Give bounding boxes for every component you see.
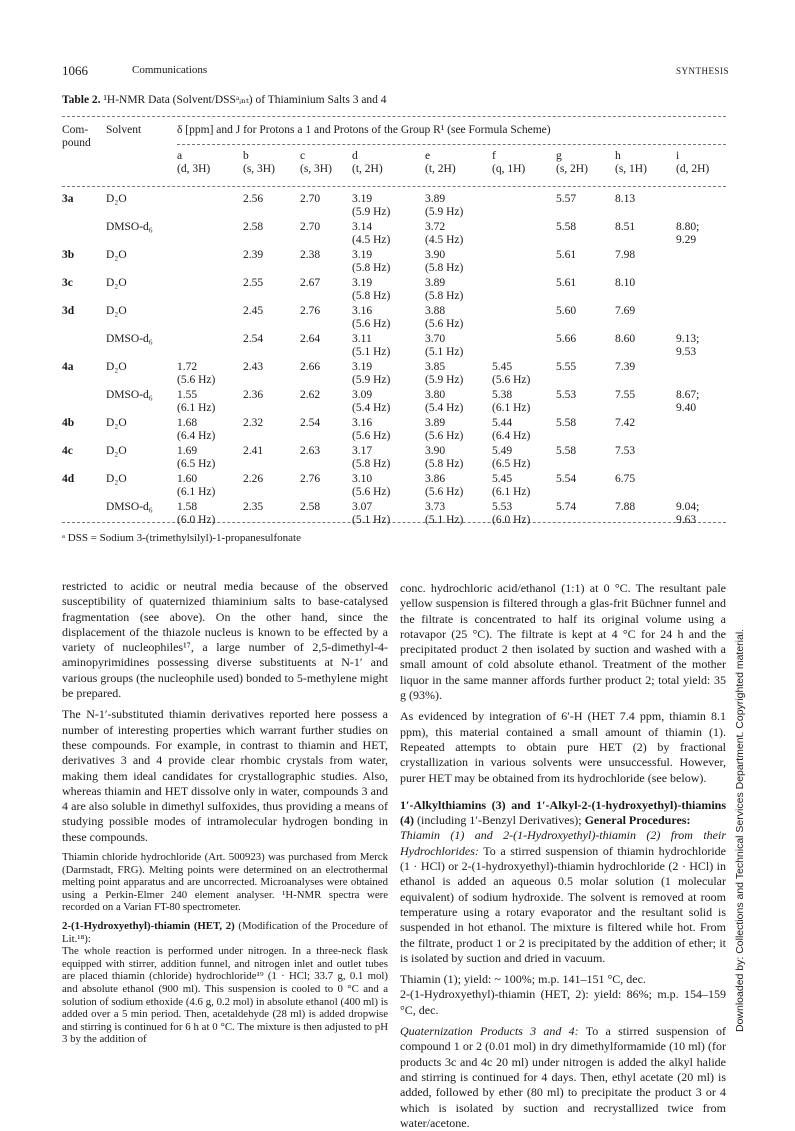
coupling-cell-e: (5.8 Hz) [425,262,464,274]
het-procedure-note: (Modification of the Procedure of Lit.¹⁸): [62,920,388,945]
shift-cell-d: 3.14 [352,221,373,233]
table-label: Table 2. [62,94,101,106]
header-compound-2: pound [62,137,91,149]
compound-id: 3d [62,305,75,317]
shift-cell-f: 5.44 [492,417,513,429]
table-caption-text: ¹H-NMR Data (Solvent/DSSᵃᵢₙₜ) of Thiaminium Salts 3 and 4 [103,94,387,106]
table-bottom-rule [62,522,726,523]
shift-cell-d: 3.19 [352,361,373,373]
header-span-rule [177,144,726,145]
shift-cell-b: 2.43 [243,361,264,373]
shift-cell-d: 3.16 [352,305,373,317]
coupling-cell-d: (5.6 Hz) [352,430,391,442]
hydrochloride-procedure-text: To a stirred suspension of thiamin hydrochloride (1 · HCl) or 2-(1-hydroxyethyl)-thiamin hydrochloride (2 · HCl) in ethanol is added an aqueous 0.5 molar solution (1 molecular equivalent) of sodium hydroxide. The solvent is removed at room temperature using a rotary evaporator and the resultant solid is suspended in hot ethanol. The mixture is filtered while hot. From the filtrate, product 1 or 2 is precipitated by the addition of ether; it is isolated by suction and dried in vacuum. [400,843,726,965]
shift-cell-e: 3.86 [425,473,446,485]
shift-cell-g: 5.66 [556,333,577,345]
shift-cell-c: 2.62 [300,389,321,401]
shift-cell-e: 3.89 [425,277,446,289]
coupling-cell-a: (6.5 Hz) [177,458,216,470]
shift-cell-b: 2.56 [243,193,264,205]
shift-cell-g: 5.55 [556,361,577,373]
general-procedure-subheading: (including 1′-Benzyl Derivatives); [414,813,585,828]
solvent-cell: D₂O [106,473,127,485]
header-bottom-rule [62,186,726,187]
shift-cell-b: 2.39 [243,249,264,261]
column-multiplicity-a: (d, 3H) [177,163,211,175]
right-paragraph-6: 2-(1-Hydroxyethyl)-thiamin (HET, 2): yield: 86%; m.p. 154–159 °C, dec. [400,987,726,1017]
coupling-cell-e: (5.8 Hz) [425,290,464,302]
shift-cell-e: 3.90 [425,445,446,457]
hydrochloride-procedure-title: Thiamin (1) and 2-(1-Hydroxyethyl)-thiamin (2) from their Hydrochlorides: [400,828,726,858]
coupling-cell-f: (6.4 Hz) [492,430,531,442]
shift-cell-c: 2.66 [300,361,321,373]
shift-cell-d: 3.17 [352,445,373,457]
coupling-cell-d: (5.6 Hz) [352,486,391,498]
shift-cell-g: 5.61 [556,277,577,289]
column-multiplicity-d: (t, 2H) [352,163,383,175]
shift-cell-f: 5.53 [492,501,513,513]
solvent-cell: D₂O [106,249,127,261]
solvent-cell: D₂O [106,417,127,429]
left-paragraph-1: restricted to acidic or neutral media because of the observed susceptibility of quaternized thiaminium salts to base-catalysed fragmentation (see above). On the other hand, since the displacement of the thiazole nucleus is known to be effected by a variety of nucleophiles¹⁷, a large number of 2,5-dimethyl-4-aminopyrimidines possessing diverse substituents at N-1′ and various groups (the nucleophile used) bonded to 5-methylene might be prepared. [62,579,388,701]
shift-cell-e: 3.89 [425,417,446,429]
shift-cell-h: 7.42 [615,417,636,429]
column-letter-g: g [556,150,562,162]
coupling-cell-d: (5.8 Hz) [352,290,391,302]
table-caption [62,92,387,106]
coupling-cell-d: (5.4 Hz) [352,402,391,414]
shift-cell-e: 3.85 [425,361,446,373]
compound-id: 4d [62,473,75,485]
shift-cell-d: 3.16 [352,417,373,429]
solvent-cell: D₂O [106,277,127,289]
coupling-cell-i: 9.53 [676,346,697,358]
coupling-cell-f: (6.1 Hz) [492,486,531,498]
column-letter-h: h [615,150,621,162]
shift-cell-c: 2.58 [300,501,321,513]
shift-cell-d: 3.07 [352,501,373,513]
shift-cell-a: 1.72 [177,361,198,373]
solvent-cell: D₂O [106,445,127,457]
general-procedure-heading: 1′-Alkylthiamins (3) and 1′-Alkyl-2-(1-hydroxyethyl)-thiamins (4) [400,797,726,828]
shift-cell-b: 2.41 [243,445,264,457]
shift-cell-b: 2.36 [243,389,264,401]
shift-cell-g: 5.58 [556,221,577,233]
shift-cell-h: 7.88 [615,501,636,513]
left-column [62,579,388,1046]
shift-cell-i: 8.67; [676,389,700,401]
left-paragraph-2: The N-1′-substituted thiamin derivatives reported here possess a number of interesting properties which warrant further studies on these compounds. For example, in contrast to thiamin and HET, derivatives 3 and 4 provide clear rhombic crystals from water, making them ideal candidates for crystallographic studies. Also, whereas thiamin and HET dissolve only in water, compounds 3 and 4 are also soluble in dimethyl sulfoxides, thus providing a means of studying possible modes of intramolecular hydrogen bonding in these compounds. [62,707,388,844]
header-compound-1: Com- [62,124,89,136]
quaternization-text: To a stirred suspension of compound 1 or 2 (0.01 mol) in dry dimethylformamide (10 ml) (for products 3c and 4c 20 ml) under nitrogen is added the alkyl halide and stirring is continued for 4 days. Then, ethyl acetate (20 ml) is added, followed by ether (80 ml) to precipitate the product 3 or 4 which is isolated by suction and recrystallized twice from water/acetone. [400,1024,726,1130]
shift-cell-b: 2.54 [243,333,264,345]
shift-cell-f: 5.45 [492,361,513,373]
coupling-cell-f: (5.6 Hz) [492,374,531,386]
shift-cell-c: 2.76 [300,473,321,485]
shift-cell-e: 3.73 [425,501,446,513]
coupling-cell-e: (5.9 Hz) [425,206,464,218]
shift-cell-g: 5.54 [556,473,577,485]
column-letter-c: c [300,150,306,162]
coupling-cell-d: (5.9 Hz) [352,374,391,386]
compound-id: 4b [62,417,75,429]
shift-cell-h: 7.69 [615,305,636,317]
compound-id: 3b [62,249,75,261]
coupling-cell-e: (5.6 Hz) [425,318,464,330]
table-top-rule [62,116,726,117]
coupling-cell-d: (5.1 Hz) [352,514,391,526]
coupling-cell-f: (6.1 Hz) [492,402,531,414]
shift-cell-c: 2.38 [300,249,321,261]
coupling-cell-e: (5.1 Hz) [425,514,464,526]
coupling-cell-i: 9.63 [676,514,697,526]
solvent-cell: DMSO-d₆ [106,501,153,513]
shift-cell-g: 5.74 [556,501,577,513]
shift-cell-h: 8.51 [615,221,636,233]
left-paragraph-3: Thiamin chloride hydrochloride (Art. 500923) was purchased from Merck (Darmstadt, FRG). Melting points were determined on an electrothermal melting point apparatus and are uncorrected. Microanalyses were obtained using a Perkin-Elmer 240 element analyser. ¹H-NMR spectra were recorded on a Varian FT-80 spectrometer. [62,851,388,914]
left-paragraph-5: The whole reaction is performed under nitrogen. In a three-neck flask equipped with stirrer, addition funnel, and nitrogen inlet and outlet tubes are placed thiamin (chloride) hydrochloride¹⁹ (1 · HCl; 33.7 g, 0.1 mol) and absolute ethanol (900 ml). This suspension is cooled to 0 °C and a solution of sodium ethoxide (4.6 g, 0.2 mol) in absolute ethanol (400 ml) is added over a 5 min period. Then, acetaldehyde (28 ml) is added dropwise and stirring is continued for 6 h at 0 °C. The mixture is then adjusted to pH 3 by the addition of [62,945,388,1046]
shift-cell-d: 3.19 [352,193,373,205]
shift-cell-d: 3.19 [352,277,373,289]
shift-cell-d: 3.10 [352,473,373,485]
shift-cell-a: 1.55 [177,389,198,401]
coupling-cell-e: (5.6 Hz) [425,430,464,442]
shift-cell-i: 9.13; [676,333,700,345]
het-procedure-heading: 2-(1-Hydroxyethyl)-thiamin (HET, 2) [62,920,235,933]
left-paragraph-4 [62,920,388,945]
shift-cell-a: 1.60 [177,473,198,485]
right-paragraph-2: As evidenced by integration of 6′-H (HET 7.4 ppm, thiamin 8.1 ppm), this material contained a small amount of thiamin (1). Repeated attempts to obtain pure HET (2) by fractional crystallization in various solvents were unsuccessful. However, purer HET may be obtained from its hydrochloride (see below). [400,709,726,785]
shift-cell-a: 1.69 [177,445,198,457]
column-multiplicity-b: (s, 3H) [243,163,275,175]
shift-cell-e: 3.72 [425,221,446,233]
shift-cell-h: 8.60 [615,333,636,345]
header-span: δ [ppm] and J for Protons a 1 and Protons of the Group R¹ (see Formula Scheme) [177,124,551,136]
shift-cell-i: 9.04; [676,501,700,513]
coupling-cell-a: (5.6 Hz) [177,374,216,386]
shift-cell-c: 2.54 [300,417,321,429]
shift-cell-e: 3.90 [425,249,446,261]
shift-cell-e: 3.89 [425,193,446,205]
column-multiplicity-i: (d, 2H) [676,163,710,175]
coupling-cell-d: (5.1 Hz) [352,346,391,358]
coupling-cell-e: (5.6 Hz) [425,486,464,498]
shift-cell-a: 1.68 [177,417,198,429]
shift-cell-b: 2.55 [243,277,264,289]
shift-cell-i: 8.80; [676,221,700,233]
column-multiplicity-g: (s, 2H) [556,163,588,175]
shift-cell-h: 8.13 [615,193,636,205]
coupling-cell-d: (5.6 Hz) [352,318,391,330]
coupling-cell-d: (5.8 Hz) [352,262,391,274]
shift-cell-c: 2.70 [300,193,321,205]
column-letter-e: e [425,150,431,162]
coupling-cell-e: (4.5 Hz) [425,234,464,246]
shift-cell-g: 5.61 [556,249,577,261]
coupling-cell-d: (5.8 Hz) [352,458,391,470]
shift-cell-h: 7.98 [615,249,636,261]
coupling-cell-f: (6.0 Hz) [492,514,531,526]
column-letter-d: d [352,150,358,162]
shift-cell-g: 5.53 [556,389,577,401]
column-letter-f: f [492,150,496,162]
shift-cell-b: 2.35 [243,501,264,513]
right-paragraph-3 [400,798,726,829]
solvent-cell: DMSO-d₆ [106,389,153,401]
section-title: Communications [132,64,208,76]
table-footnote: ᵃ DSS = Sodium 3-(trimethylsilyl)-1-propanesulfonate [62,532,301,544]
solvent-cell: D₂O [106,305,127,317]
journal-name: SYNTHESIS [676,66,730,76]
shift-cell-g: 5.57 [556,193,577,205]
column-multiplicity-c: (s, 3H) [300,163,332,175]
shift-cell-f: 5.38 [492,389,513,401]
column-letter-a: a [177,150,183,162]
shift-cell-b: 2.32 [243,417,264,429]
column-multiplicity-f: (q, 1H) [492,163,526,175]
general-procedures-label: General Procedures: [584,813,691,828]
compound-id: 3a [62,193,74,205]
solvent-cell: DMSO-d₆ [106,221,153,233]
shift-cell-h: 7.53 [615,445,636,457]
shift-cell-f: 5.49 [492,445,513,457]
compound-id: 4a [62,361,74,373]
coupling-cell-f: (6.5 Hz) [492,458,531,470]
solvent-cell: D₂O [106,193,127,205]
coupling-cell-e: (5.4 Hz) [425,402,464,414]
shift-cell-b: 2.58 [243,221,264,233]
coupling-cell-d: (4.5 Hz) [352,234,391,246]
shift-cell-d: 3.11 [352,333,372,345]
shift-cell-g: 5.58 [556,417,577,429]
compound-id: 4c [62,445,73,457]
shift-cell-c: 2.76 [300,305,321,317]
right-column [400,581,726,1131]
right-paragraph-7 [400,1024,726,1131]
header-solvent: Solvent [106,124,142,136]
right-paragraph-5: Thiamin (1); yield: ~ 100%; m.p. 141–151 °C, dec. [400,972,646,987]
shift-cell-e: 3.70 [425,333,446,345]
coupling-cell-a: (6.0 Hz) [177,514,216,526]
coupling-cell-d: (5.9 Hz) [352,206,391,218]
shift-cell-e: 3.88 [425,305,446,317]
shift-cell-h: 7.55 [615,389,636,401]
coupling-cell-e: (5.1 Hz) [425,346,464,358]
shift-cell-g: 5.60 [556,305,577,317]
column-multiplicity-e: (t, 2H) [425,163,456,175]
coupling-cell-i: 9.29 [676,234,697,246]
right-paragraph-4 [400,828,726,966]
shift-cell-d: 3.09 [352,389,373,401]
shift-cell-f: 5.45 [492,473,513,485]
coupling-cell-e: (5.8 Hz) [425,458,464,470]
column-letter-b: b [243,150,249,162]
solvent-cell: DMSO-d₆ [106,333,153,345]
shift-cell-h: 6.75 [615,473,636,485]
shift-cell-d: 3.19 [352,249,373,261]
coupling-cell-i: 9.40 [676,402,697,414]
shift-cell-a: 1.58 [177,501,198,513]
shift-cell-h: 7.39 [615,361,636,373]
shift-cell-b: 2.26 [243,473,264,485]
compound-id: 3c [62,277,73,289]
coupling-cell-a: (6.1 Hz) [177,402,216,414]
shift-cell-c: 2.70 [300,221,321,233]
shift-cell-c: 2.67 [300,277,321,289]
column-letter-i: i [676,150,680,162]
shift-cell-e: 3.80 [425,389,446,401]
quaternization-title: Quaternization Products 3 and 4: [400,1024,579,1039]
shift-cell-c: 2.64 [300,333,321,345]
right-paragraph-1: conc. hydrochloric acid/ethanol (1:1) at 0 °C. The resultant pale yellow suspension is filtered through a glas-frit Büchner funnel and the filtrate is concentrated to half its original volume using a rotavapor (25 °C). The filtrate is kept at 4 °C for 24 h and the precipitated product 2 then isolated by suction and washed with a small amount of cold absolute ethanol. Treatment of the mother liquor in the same manner affords further product 2; total yield: 35 g (93%). [400,581,726,703]
shift-cell-g: 5.58 [556,445,577,457]
shift-cell-b: 2.45 [243,305,264,317]
coupling-cell-a: (6.1 Hz) [177,486,216,498]
coupling-cell-e: (5.9 Hz) [425,374,464,386]
coupling-cell-a: (6.4 Hz) [177,430,216,442]
solvent-cell: D₂O [106,361,127,373]
page-number: 1066 [62,63,88,78]
column-multiplicity-h: (s, 1H) [615,163,647,175]
shift-cell-c: 2.63 [300,445,321,457]
shift-cell-h: 8.10 [615,277,636,289]
